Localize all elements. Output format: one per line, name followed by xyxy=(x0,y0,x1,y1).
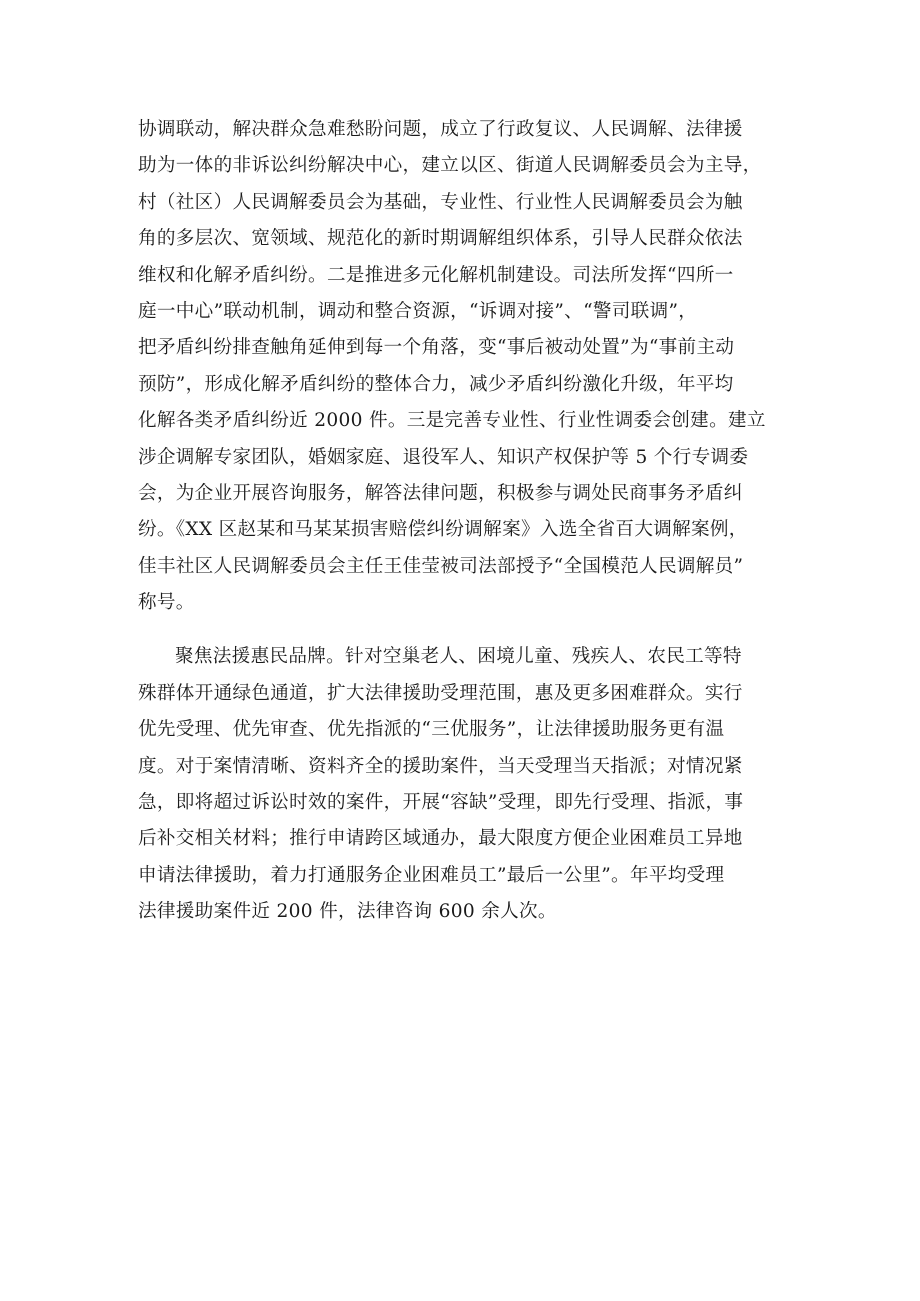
paragraph-line: 法律援助案件近 200 件，法律咨询 600 余人次。 xyxy=(138,901,557,923)
paragraph-line: 协调联动，解决群众急难愁盼问题，成立了行政复议、人民调解、法律援 xyxy=(138,119,743,140)
paragraph-line: 助为一体的非诉讼纠纷解决中心，建立以区、街道人民调解委员会为主导， xyxy=(138,155,762,177)
paragraph-line: 后补交相关材料；推行申请跨区域通办，最大限度方便企业困难员工异地 xyxy=(138,828,743,850)
paragraph-line: 涉企调解专家团队，婚姻家庭、退役军人、知识产权保护等 5 个行专调委 xyxy=(138,446,749,468)
paragraph-2 xyxy=(138,639,798,930)
paragraph-spacer xyxy=(138,621,798,639)
paragraph-line: 维权和化解矛盾纠纷。二是推进多元化解机制建设。司法所发挥“四所一 xyxy=(138,264,734,286)
paragraph-line: 预防”，形成化解矛盾纠纷的整体合力，减少矛盾纠纷激化升级，年平均 xyxy=(138,373,734,395)
paragraph-line: 村（社区）人民调解委员会为基础，专业性、行业性人民调解委员会为触 xyxy=(138,191,743,213)
paragraph-line: 称号。 xyxy=(138,592,195,614)
paragraph-line: 度。对于案情清晰、资料齐全的援助案件，当天受理当天指派；对情况紧 xyxy=(138,755,743,777)
paragraph-line: 聚焦法援惠民品牌。针对空巢老人、困境儿童、残疾人、农民工等特 xyxy=(175,646,742,668)
paragraph-line: 优先受理、优先审查、优先指派的“三优服务”，让法律援助服务更有温 xyxy=(138,719,725,741)
paragraph-line: 角的多层次、宽领域、规范化的新时期调解组织体系，引导人民群众依法 xyxy=(138,228,743,250)
paragraph-line: 庭一中心”联动机制，调动和整合资源，“诉调对接”、“警司联调”， xyxy=(138,300,698,322)
paragraph-line: 会，为企业开展咨询服务，解答法律问题，积极参与调处民商事务矛盾纠 xyxy=(138,482,743,504)
paragraph-line: 殊群体开通绿色通道，扩大法律援助受理范围，惠及更多困难群众。实行 xyxy=(138,682,743,704)
paragraph-line: 申请法律援助，着力打通服务企业困难员工”最后一公里”。年平均受理 xyxy=(138,864,725,886)
paragraph-line: 化解各类矛盾纠纷近 2000 件。三是完善专业性、行业性调委会创建。建立 xyxy=(138,410,766,432)
paragraph-line: 急，即将超过诉讼时效的案件，开展“容缺”受理，即先行受理、指派，事 xyxy=(138,792,744,814)
document-body xyxy=(138,112,798,931)
paragraph-line: 佳丰社区人民调解委员会主任王佳莹被司法部授予“全国模范人民调解员” xyxy=(138,555,744,577)
paragraph-line: 把矛盾纠纷排查触角延伸到每一个角落，变“事后被动处置”为“事前主动 xyxy=(138,337,735,359)
paragraph-line: 纷。《XX 区赵某和马某某损害赔偿纠纷调解案》入选全省百大调解案例， xyxy=(138,519,748,541)
paragraph-1 xyxy=(138,112,798,621)
